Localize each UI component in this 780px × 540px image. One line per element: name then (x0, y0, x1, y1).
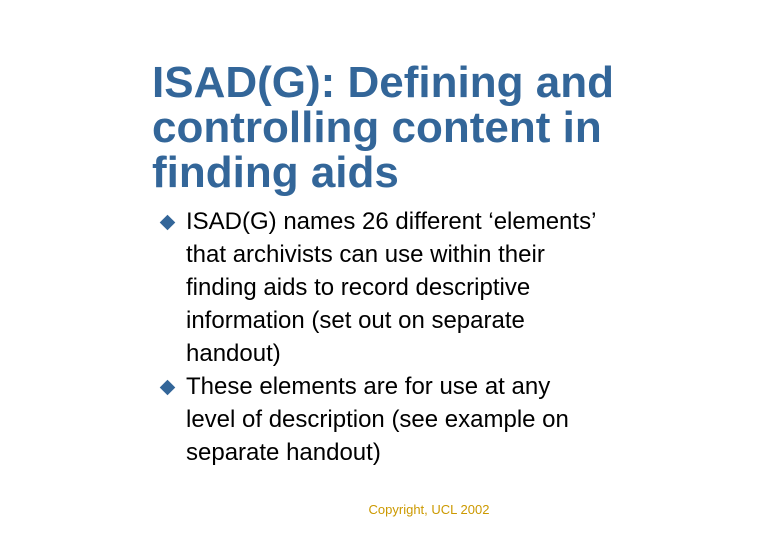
diamond-bullet-icon (160, 380, 176, 396)
bullet-line: handout) (186, 340, 281, 367)
bullet-line: level of description (see example on (186, 406, 569, 433)
bullet-line: information (set out on separate (186, 307, 525, 334)
slide-title (152, 60, 712, 195)
title-line: ISAD(G): Defining and (152, 58, 614, 107)
title-line: finding aids (152, 148, 399, 197)
diamond-bullet-icon (160, 215, 176, 231)
bullet-line: finding aids to record descriptive (186, 274, 531, 301)
bullet-list (162, 205, 662, 469)
bullet-item (162, 205, 662, 370)
bullet-item (162, 370, 662, 469)
copyright-footer: Copyright, UCL 2002 (368, 502, 490, 517)
bullet-line: ISAD(G) names 26 different ‘elements’ (186, 208, 597, 235)
title-line: controlling content in (152, 103, 602, 152)
bullet-line: separate handout) (186, 439, 381, 466)
bullet-line: These elements are for use at any (186, 373, 551, 400)
bullet-line: that archivists can use within their (186, 241, 545, 268)
